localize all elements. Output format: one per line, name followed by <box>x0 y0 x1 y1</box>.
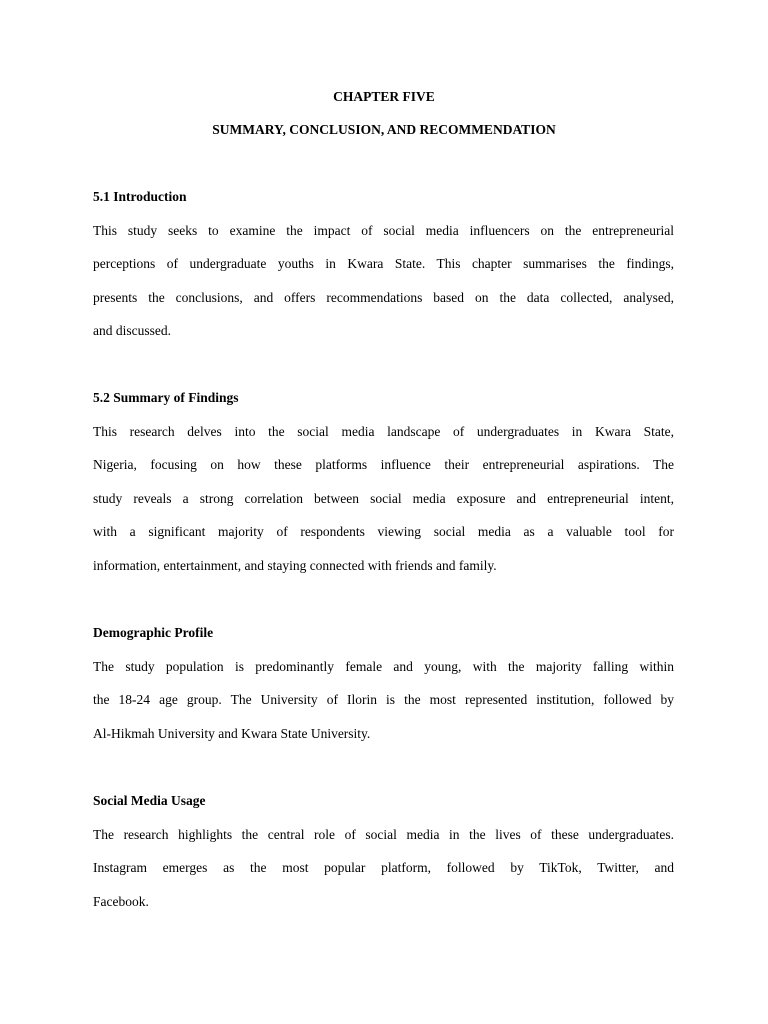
section-heading-introduction: 5.1 Introduction <box>93 189 187 204</box>
paragraph-line: information, entertainment, and staying connected with friends and family. <box>93 558 497 573</box>
paragraph-line: Instagram emerges as the most popular platform, followed by TikTok, Twitter, and <box>93 860 674 875</box>
paragraph-line: The research highlights the central role of social media in the lives of these undergraduates. <box>93 827 674 842</box>
chapter-subtitle: SUMMARY, CONCLUSION, AND RECOMMENDATION <box>212 122 556 137</box>
paragraph-line: with a significant majority of respondents viewing social media as a valuable tool for <box>93 524 674 539</box>
section-heading-demographic-profile: Demographic Profile <box>93 625 214 640</box>
paragraph-line: The study population is predominantly female and young, with the majority falling within <box>93 659 674 674</box>
paragraph-line: Nigeria, focusing on how these platforms influence their entrepreneurial aspirations. The <box>93 457 674 472</box>
paragraph-line: This study seeks to examine the impact of social media influencers on the entrepreneurial <box>93 223 674 238</box>
paragraph-line: Facebook. <box>93 894 149 909</box>
section-heading-summary-of-findings: 5.2 Summary of Findings <box>93 390 239 405</box>
paragraph-line: and discussed. <box>93 323 171 338</box>
paragraph-line: presents the conclusions, and offers recommendations based on the data collected, analysed, <box>93 290 674 305</box>
paragraph-line: the 18-24 age group. The University of Ilorin is the most represented institution, followed by <box>93 692 674 707</box>
section-heading-social-media-usage: Social Media Usage <box>93 793 206 808</box>
paragraph-line: Al-Hikmah University and Kwara State University. <box>93 726 371 741</box>
paragraph-line: perceptions of undergraduate youths in Kwara State. This chapter summarises the findings, <box>93 256 674 271</box>
chapter-title: CHAPTER FIVE <box>333 89 435 104</box>
paragraph-line: This research delves into the social media landscape of undergraduates in Kwara State, <box>93 424 674 439</box>
paragraph-line: study reveals a strong correlation between social media exposure and entrepreneurial intent, <box>93 491 674 506</box>
